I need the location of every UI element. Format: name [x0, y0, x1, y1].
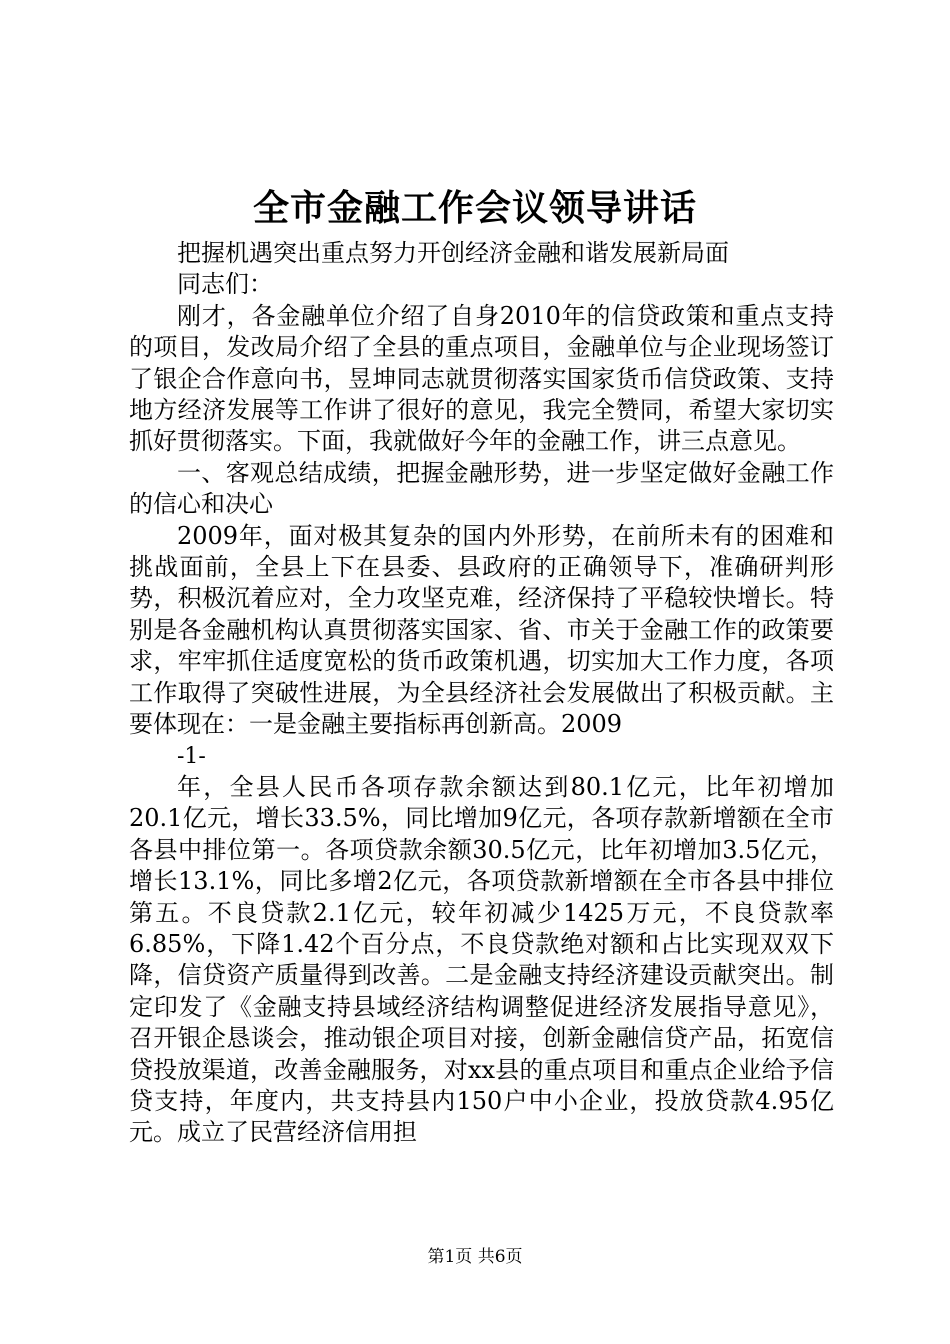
salutation-paragraph: 同志们：: [177, 270, 273, 299]
subtitle-paragraph: 把握机遇突出重点努力开创经济金融和谐发展新局面: [177, 239, 729, 267]
body-paragraph: 年，全县人民币各项存款余额达到80.1亿元，比年初增加20.1亿元，增长33.5%，同比增加9亿元，各项存款新增额在全市各县中排位第一。各项贷款余额30.5亿元，比年初增加3.5亿元，增长13.1%，同比多增2亿元，各项贷款新增额在全市各县中排位第五。不良贷款2.1亿元，较年初减少1425万元，不良贷款率6.85%，下降1.42个百分点，不良贷款绝对额和占比实现双双下降，信贷资产质量得到改善。二是金融支持经济建设贡献突出。制定印发了《金融支持县域经济结构调整促进经济发展指导意见》，召开银企恳谈会，推动银企项目对接，创新金融信贷产品，拓宽信贷投放渠道，改善金融服务，对xx县的重点项目和重点企业给予信贷支持，年度内，共支持县内150户中小企业，投放贷款4.95亿元。成立了民营经济信用担: [129, 772, 834, 1147]
page-footer: 第1页 共6页: [427, 1247, 523, 1267]
body-paragraph: 刚才，各金融单位介绍了自身2010年的信贷政策和重点支持的项目，发改局介绍了全县的重点项目，金融单位与企业现场签订了银企合作意向书，昱坤同志就贯彻落实国家货币信贷政策、支持地方经济发展等工作讲了很好的意见，我完全赞同，希望大家切实抓好贯彻落实。下面，我就做好今年的金融工作，讲三点意见。: [129, 301, 834, 456]
body-paragraph: 2009年，面对极其复杂的国内外形势，在前所未有的困难和挑战面前，全县上下在县委、县政府的正确领导下，准确研判形势，积极沉着应对，全力攻坚克难，经济保持了平稳较快增长。特别是各金融机构认真贯彻落实国家、省、市关于金融工作的政策要求，牢牢抓住适度宽松的货币政策机遇，切实加大工作力度，各项工作取得了突破性进展，为全县经济社会发展做出了积极贡献。主要体现在：一是金融主要指标再创新高。2009: [129, 521, 834, 739]
document-title: 全市金融工作会议领导讲话: [252, 187, 697, 229]
document-body: [129, 238, 834, 1149]
inline-page-marker: -1-: [177, 743, 206, 769]
section-heading-paragraph: 一、客观总结成绩，把握金融形势，进一步坚定做好金融工作的信心和决心: [129, 458, 834, 519]
